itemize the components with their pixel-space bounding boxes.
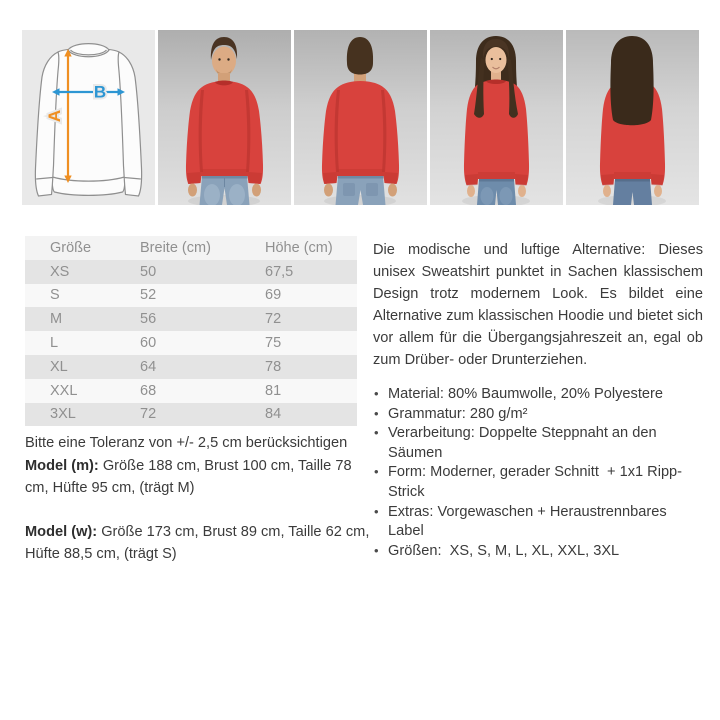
cell-size: XS: [50, 263, 70, 280]
cell-size: M: [50, 311, 63, 328]
photo-female-front: [430, 30, 563, 205]
photo-male-back: [294, 30, 427, 205]
hem-band: [201, 169, 248, 176]
cell-height: 84: [265, 406, 282, 423]
cell-height: 75: [265, 335, 282, 352]
table-row: [25, 355, 357, 379]
model-w-info: [25, 521, 373, 565]
cuff: [465, 174, 478, 186]
size-table: [25, 236, 357, 426]
cuff: [248, 172, 262, 184]
table-row: [25, 331, 357, 355]
model-w-text: Größe 173 cm, Brust 89 cm, Taille 62 cm, Hüfte 88,5 cm, (trägt S): [25, 524, 370, 563]
hem-band: [478, 172, 515, 179]
tolerance-note: Bitte eine Toleranz von +/- 2,5 cm berücksichtigen: [25, 435, 348, 452]
size-table-header-row: [25, 236, 357, 260]
hem-band: [337, 169, 384, 176]
cell-width: 64: [140, 358, 157, 375]
spec-list: [373, 385, 703, 561]
photo-female-back: [566, 30, 699, 205]
measure-label-b: B: [93, 82, 107, 102]
thumbnail-size-diagram[interactable]: [22, 30, 155, 205]
table-row: [25, 403, 357, 427]
hem-band: [614, 172, 651, 179]
hand: [388, 184, 397, 197]
sweatshirt: [322, 81, 399, 184]
description-paragraph: Die modische und luftige Alternative: Dieses unisex Sweatshirt punktet in Sachen klassischem Design trotz modernem Look. Es bildet eine Alternative zum klassischen Hoodie und bietet sich vor allem für die Übergangsjahreszeit an, egal ob zum Drüber- oder Drunterziehen.: [373, 242, 703, 368]
size-chart-section: [25, 236, 373, 565]
spec-item: • Material: 80% Baumwolle, 20% Polyestere: [373, 385, 703, 405]
head: [212, 47, 236, 76]
cell-width: 50: [140, 263, 157, 280]
jeans-pocket: [366, 183, 378, 196]
cuff: [601, 174, 614, 186]
cell-height: 78: [265, 358, 282, 375]
hair: [610, 36, 653, 125]
table-row: [25, 379, 357, 403]
jeans-pocket: [343, 183, 355, 196]
table-row: [25, 260, 357, 284]
column-header-height: Höhe (cm): [265, 239, 333, 256]
hair: [347, 37, 373, 75]
cuff: [323, 172, 337, 184]
thumbnail-model-female-back[interactable]: [566, 30, 699, 205]
cell-size: XL: [50, 358, 68, 375]
spec-item: • Grammatur: 280 g/m²: [373, 405, 703, 425]
model-m-label: Model (m):: [25, 458, 99, 475]
model-w-label: Model (w):: [25, 524, 98, 541]
hand: [188, 184, 197, 197]
cuff: [651, 174, 664, 186]
model-m-info: [25, 455, 373, 499]
cell-width: 60: [140, 335, 157, 352]
cuff: [187, 172, 201, 184]
thumbnail-model-female-front[interactable]: [430, 30, 563, 205]
cell-size: 3XL: [50, 406, 76, 423]
column-header-width: Breite (cm): [140, 239, 211, 256]
spec-item: • Extras: Vorgewaschen + Heraustrennbares Label: [373, 503, 703, 542]
spec-item: • Größen: XS, S, M, L, XL, XXL, 3XL: [373, 542, 703, 562]
product-image-gallery: [22, 30, 699, 205]
cell-height: 72: [265, 311, 282, 328]
cell-size: XXL: [50, 382, 78, 399]
sweatshirt: [464, 80, 529, 185]
column-header-size: Größe: [50, 239, 92, 256]
hand: [518, 185, 526, 197]
spec-item: • Verarbeitung: Doppelte Steppnaht an den Säumen: [373, 424, 703, 463]
sweatshirt: [186, 81, 263, 184]
hand: [252, 184, 261, 197]
hand: [603, 185, 611, 197]
size-table-body: [25, 260, 357, 427]
spec-item: • Form: Moderner, gerader Schnitt + 1x1 Ripp-Strick: [373, 463, 703, 502]
cell-width: 56: [140, 311, 157, 328]
thumbnail-model-male-back[interactable]: [294, 30, 427, 205]
cell-height: 81: [265, 382, 282, 399]
table-row: [25, 284, 357, 308]
cuff: [384, 172, 398, 184]
cell-size: S: [50, 287, 60, 304]
thumbnail-model-male-front[interactable]: [158, 30, 291, 205]
hand: [467, 185, 475, 197]
model-m-text: Größe 188 cm, Brust 100 cm, Taille 78 cm, Hüfte 95 cm, (trägt M): [25, 458, 352, 497]
cell-width: 52: [140, 287, 157, 304]
cell-size: L: [50, 335, 59, 352]
cell-width: 68: [140, 382, 157, 399]
cell-height: 67,5: [265, 263, 294, 280]
cell-width: 72: [140, 406, 157, 423]
hand: [654, 185, 662, 197]
product-description-section: [373, 239, 703, 561]
cuff: [515, 174, 528, 186]
hand: [324, 184, 333, 197]
table-row: [25, 307, 357, 331]
cell-height: 69: [265, 287, 282, 304]
measure-label-a: A: [45, 109, 64, 123]
size-diagram-illustration: [22, 30, 155, 205]
photo-male-front: [158, 30, 291, 205]
